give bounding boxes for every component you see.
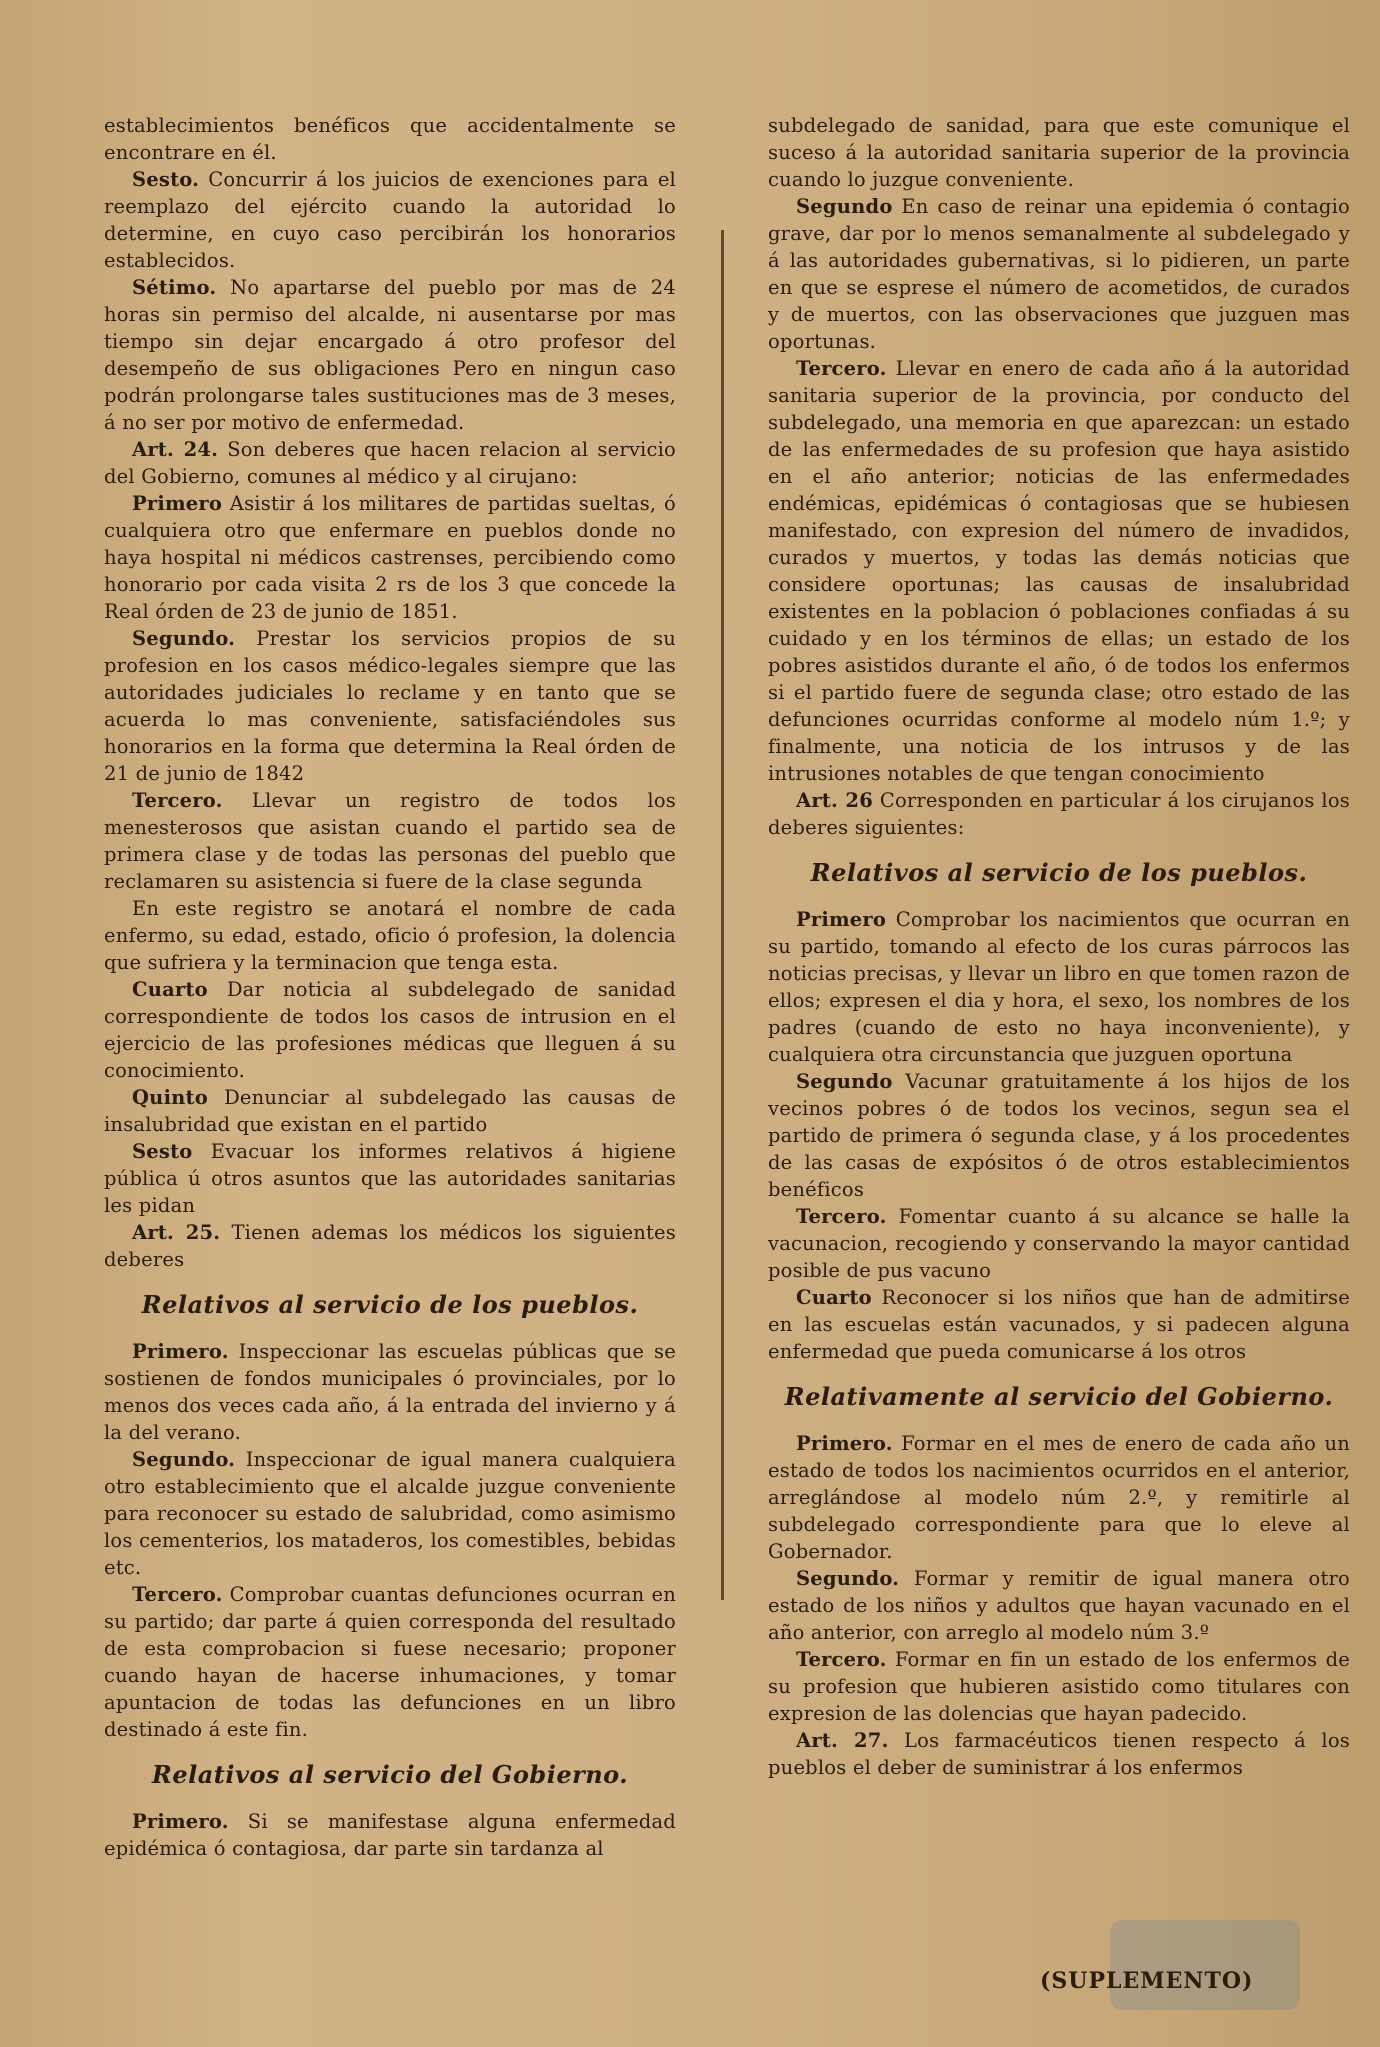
- paragraph-label: Quinto: [132, 1086, 208, 1109]
- paragraph: [768, 1430, 1350, 1565]
- paragraph-label: Primero.: [132, 1340, 229, 1363]
- paragraph-text: En este registro se anotará el nombre de cada enfermo, su edad, estado, oficio ó profesion, la dolencia que sufriera y la terminacion que tenga esta.: [104, 897, 676, 974]
- paragraph: [104, 490, 676, 625]
- paragraph-label: Primero: [796, 908, 887, 931]
- paragraph-text: Comprobar cuantas defunciones ocurran en su partido; dar parte á quien corresponda del resultado de esta comprobacion si fuese necesario; proponer cuando hayan de hacerse inhumaciones, y tomar apuntacion de todas las defunciones en un libro destinado á este fin.: [104, 1583, 676, 1741]
- section-heading: Relativamente al servicio del Gobierno.: [784, 1382, 1334, 1411]
- paragraph: [104, 1084, 676, 1138]
- paragraph-text: No apartarse del pueblo por mas de 24 horas sin permiso del alcalde, ni ausentarse por mas tiempo sin dejar encargado á otro profesor del desempeño de sus obligaciones Pero en ningun caso podrán prolongarse tales sustituciones mas de 3 meses, á no ser por motivo de enfermedad.: [104, 276, 676, 434]
- paragraph: [104, 1581, 676, 1743]
- paragraph: [104, 166, 676, 274]
- paragraph-label: Primero.: [796, 1432, 893, 1455]
- paragraph-label: Sesto.: [132, 168, 200, 191]
- paragraph: [768, 355, 1350, 787]
- paragraph-label: Segundo.: [132, 627, 236, 650]
- paragraph: [104, 625, 676, 787]
- paragraph: [768, 1727, 1350, 1781]
- paragraph: [768, 1203, 1350, 1284]
- paragraph-text: Evacuar los informes relativos á higiene pública ú otros asuntos que las autoridades sanitarias les pidan: [104, 1140, 676, 1217]
- supplement-footer: (SUPLEMENTO): [1040, 1968, 1254, 1994]
- paragraph: [104, 1338, 676, 1446]
- column-divider: [721, 230, 724, 1600]
- paragraph-text: Corresponden en particular á los cirujanos los deberes siguientes:: [768, 789, 1350, 839]
- paragraph: [104, 976, 676, 1084]
- paragraph-label: Art. 27.: [796, 1729, 889, 1752]
- section-heading: Relativos al servicio de los pueblos.: [810, 858, 1308, 887]
- paragraph-label: Sétimo.: [132, 276, 217, 299]
- paragraph: [768, 906, 1350, 1068]
- paragraph-text: Llevar en enero de cada año á la autoridad sanitaria superior de la provincia, por conducto del subdelegado, una memoria en que aparezcan: un estado de las enfermedades de su profesion que haya asistido en el año anterior; noticias de las enfermedades endémicas, epidémicas ó contagiosas que se hubiesen manifestado, con expresion del número de invadidos, curados y muertos, y todas las demás noticias que considere oportunas; las causas de insalubridad existentes en la poblacion ó poblaciones confiadas á su cuidado y en los términos de ellas; un estado de los pobres asistidos durante el año, ó de todos los enfermos si el partido fuere de segunda clase; otro estado de las defunciones ocurridas conforme al modelo núm 1.º; y finalmente, una noticia de los intrusos y de las intrusiones notables de que tengan conocimiento: [768, 357, 1350, 785]
- paragraph-text: Concurrir á los juicios de exenciones para el reemplazo del ejército cuando la autoridad lo determine, en cuyo caso percibirán los honorarios establecidos.: [104, 168, 676, 272]
- paragraph: [104, 1219, 676, 1273]
- paragraph: [768, 1068, 1350, 1203]
- paragraph-label: Tercero.: [132, 1583, 223, 1606]
- left-column: [104, 112, 676, 1862]
- paragraph-text: Formar en el mes de enero de cada año un estado de todos los nacimientos ocurridos en el anterior, arreglándose al modelo núm 2.º, y remitirle al subdelegado correspondiente para que lo eleve al Gobernador.: [768, 1432, 1350, 1563]
- paragraph-label: Tercero.: [796, 357, 887, 380]
- paragraph-text: Inspeccionar las escuelas públicas que se sostienen de fondos municipales ó provinciales, por lo menos dos veces cada año, á la entrada del invierno y á la del verano.: [104, 1340, 676, 1444]
- paragraph-label: Segundo.: [796, 1567, 900, 1590]
- paragraph-text: Los farmacéuticos tienen respecto á los pueblos el deber de suministrar á los enfermos: [768, 1729, 1351, 1779]
- paragraph-text: Dar noticia al subdelegado de sanidad correspondiente de todos los casos de intrusion en el ejercicio de las profesiones médicas que lleguen á su conocimiento.: [104, 978, 676, 1082]
- paragraph-text: Vacunar gratuitamente á los hijos de los vecinos pobres ó de todos los vecinos, segun sea el partido de primera ó segunda clase, y á los procedentes de las casas de expósitos ó de otros establecimientos benéficos: [768, 1070, 1350, 1201]
- paragraph: [104, 1446, 676, 1581]
- paragraph-text: Inspeccionar de igual manera cualquiera otro establecimiento que el alcalde juzgue conveniente para reconocer su estado de salubridad, como asimismo los cementerios, los mataderos, los comestibles, bebidas etc.: [104, 1448, 676, 1579]
- paragraph-label: Cuarto: [132, 978, 208, 1001]
- paragraph: [104, 112, 676, 166]
- paragraph-label: Sesto: [132, 1140, 193, 1163]
- paragraph-text: Formar y remitir de igual manera otro estado de los niños y adultos que hayan vacunado en el año anterior, con arreglo al modelo núm 3.º: [768, 1567, 1350, 1644]
- section-heading: Relativos al servicio del Gobierno.: [151, 1760, 629, 1789]
- paragraph-text: Tienen ademas los médicos los siguientes deberes: [104, 1221, 676, 1271]
- paragraph-text: Formar en fin un estado de los enfermos de su profesion que hubieren asistido como titulares con expresion de las dolencias que hayan padecido.: [768, 1648, 1350, 1725]
- paragraph: [768, 1646, 1350, 1727]
- paragraph: [104, 436, 676, 490]
- paragraph-label: Cuarto: [796, 1286, 872, 1309]
- paragraph-label: Segundo: [796, 195, 893, 218]
- paragraph-text: Comprobar los nacimientos que ocurran en su partido, tomando al efecto de los curas párrocos las noticias precisas, y llevar un libro en que tomen razon de ellos; expresen el dia y hora, el sexo, los nombres de los padres (cuando de esto no haya inconveniente), y cualquiera otra circunstancia que juzguen oportuna: [768, 908, 1350, 1066]
- paragraph: [768, 1565, 1350, 1646]
- paragraph-label: Primero.: [132, 1810, 229, 1833]
- paragraph: [768, 193, 1350, 355]
- paragraph-label: Tercero.: [132, 789, 223, 812]
- paragraph-text: Fomentar cuanto á su alcance se halle la vacunacion, recogiendo y conservando la mayor cantidad posible de pus vacuno: [768, 1205, 1350, 1282]
- paragraph-text: Si se manifestase alguna enfermedad epidémica ó contagiosa, dar parte sin tardanza al: [104, 1810, 676, 1860]
- library-stamp: [1110, 1920, 1300, 2010]
- paragraph-label: Art. 24.: [132, 438, 219, 461]
- paragraph-text: Son deberes que hacen relacion al servicio del Gobierno, comunes al médico y al cirujano:: [104, 438, 676, 488]
- paragraph-label: Tercero.: [796, 1648, 887, 1671]
- paragraph-text: Denunciar al subdelegado las causas de insalubridad que existan en el partido: [104, 1086, 676, 1136]
- paragraph-label: Segundo: [796, 1070, 893, 1093]
- paragraph-text: En caso de reinar una epidemia ó contagio grave, dar por lo menos semanalmente al subdelegado y á las autoridades gubernativas, si lo pidieren, un parte en que se esprese el número de acometidos, de curados y de muertos, con las observaciones que juzguen mas oportunas.: [768, 195, 1350, 353]
- paragraph: [768, 112, 1350, 193]
- paragraph: [104, 895, 676, 976]
- paragraph: [768, 787, 1350, 841]
- paragraph: [104, 787, 676, 895]
- paragraph-label: Art. 26: [796, 789, 873, 812]
- paragraph-text: Prestar los servicios propios de su profesion en los casos médico-legales siempre que las autoridades judiciales lo reclame y en tanto que se acuerda lo mas conveniente, satisfaciéndoles sus honorarios en la forma que determina la Real órden de 21 de junio de 1842: [104, 627, 676, 785]
- paragraph: [104, 1808, 676, 1862]
- paragraph-text: Asistir á los militares de partidas sueltas, ó cualquiera otro que enfermare en pueblos donde no haya hospital ni médicos castrenses, percibiendo como honorario por cada visita 2 rs de los 3 que concede la Real órden de 23 de junio de 1851.: [104, 492, 676, 623]
- section-heading: Relativos al servicio de los pueblos.: [141, 1290, 639, 1319]
- paragraph-text: establecimientos benéficos que accidentalmente se encontrare en él.: [104, 114, 676, 164]
- paragraph: [104, 1138, 676, 1219]
- paragraph-text: Llevar un registro de todos los menesterosos que asistan cuando el partido sea de primera clase y de todas las personas del pueblo que reclamaren su asistencia si fuere de la clase segunda: [104, 789, 676, 893]
- paragraph-text: Reconocer si los niños que han de admitirse en las escuelas están vacunados, y si padecen alguna enfermedad que pueda comunicarse á los otros: [768, 1286, 1350, 1363]
- paragraph-label: Segundo.: [132, 1448, 236, 1471]
- paragraph-label: Art. 25.: [132, 1221, 221, 1244]
- paragraph-label: Primero: [132, 492, 223, 515]
- paragraph: [104, 274, 676, 436]
- paragraph-label: Tercero.: [796, 1205, 887, 1228]
- right-column: [768, 112, 1350, 1781]
- paragraph-text: subdelegado de sanidad, para que este comunique el suceso á la autoridad sanitaria superior de la provincia cuando lo juzgue conveniente.: [768, 114, 1350, 191]
- paragraph: [768, 1284, 1350, 1365]
